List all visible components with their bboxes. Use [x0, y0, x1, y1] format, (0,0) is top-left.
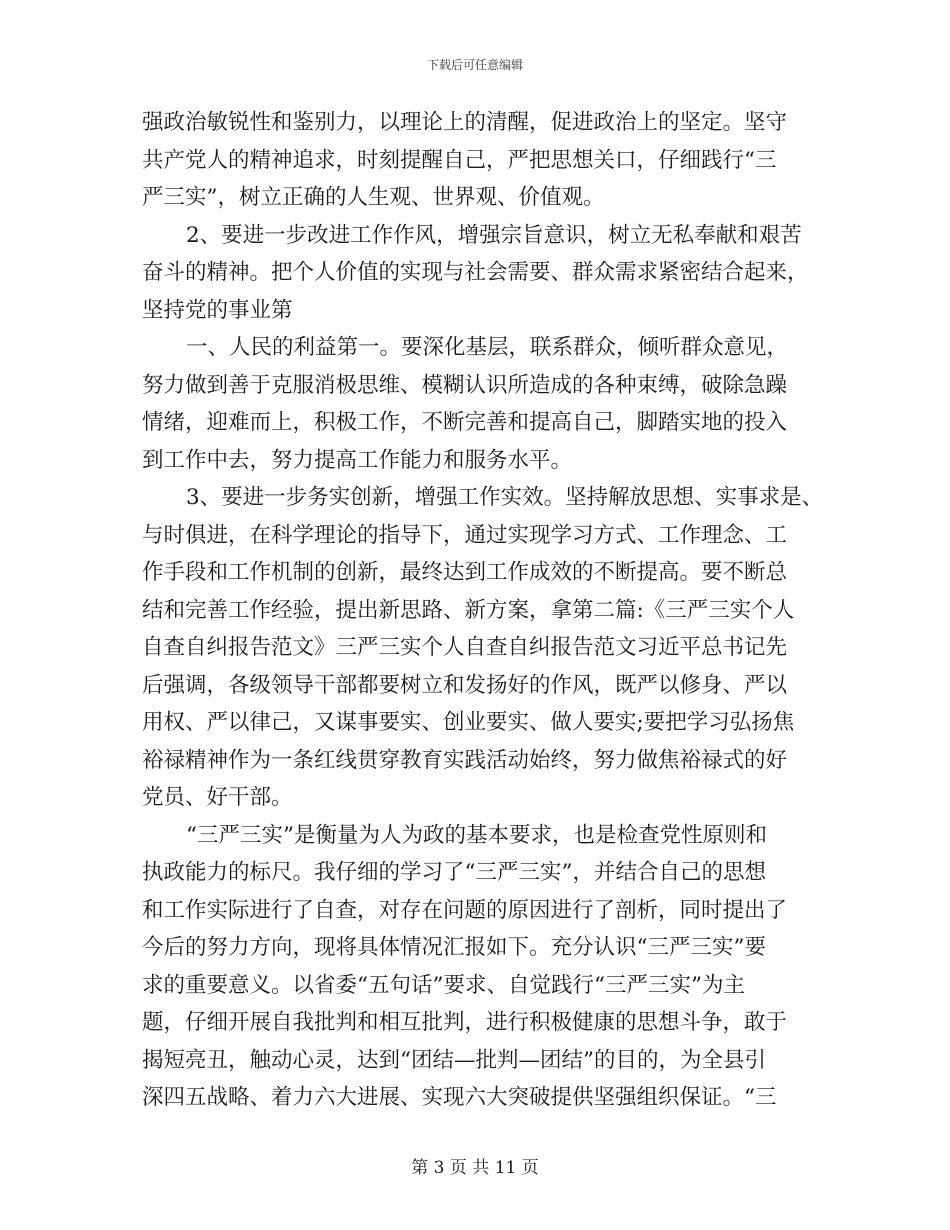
document-body — [142, 104, 824, 1117]
body-line: 深四五战略、着力六大进展、实现六大突破提供坚强组织保证。“三 — [142, 1085, 777, 1110]
body-line: 到工作中去，努力提高工作能力和服务水平。 — [142, 447, 573, 473]
body-line: 执政能力的标尺。我仔细的学习了“三严三实”，并结合自己的思想 — [142, 860, 766, 885]
body-line: 3、要进一步务实创新，增强工作实效。坚持解放思想、实事求是、 — [186, 485, 824, 510]
body-line: 和工作实际进行了自查，对存在问题的原因进行了剖析，同时提出了 — [142, 897, 788, 923]
body-line: 共产党人的精神追求，时刻提醒自己，严把思想关口，仔细践行“三 — [142, 147, 777, 173]
body-line: 用权、严以律己，又谋事要实、创业要实、做人要实;要把学习弘扬焦 — [142, 710, 795, 735]
body-line: 党员、好干部。 — [142, 785, 293, 810]
body-line: 后强调，各级领导干部都要树立和发扬好的作风，既严以修身、严以 — [142, 672, 788, 698]
body-line: “三严三实”是衡量为人为政的基本要求，也是检查党性原则和 — [186, 822, 767, 848]
body-line: 坚持党的事业第 — [142, 297, 293, 323]
body-line: 2、要进一步改进工作作风，增强宗旨意识，树立无私奉献和艰苦 — [186, 222, 802, 248]
header-note: 下载后可任意编辑 — [426, 58, 523, 72]
body-line: 揭短亮丑，触动心灵，达到“团结—批判—团结”的目的，为全县引 — [142, 1047, 766, 1073]
page-number: 第 3 页 共 11 页 — [411, 1158, 539, 1178]
body-line: 求的重要意义。以省委“五句话”要求、自觉践行“三严三实”为主 — [142, 972, 745, 998]
body-line: 情绪，迎难而上，积极工作，不断完善和提高自己，脚踏实地的投入 — [142, 410, 788, 435]
body-line: 一、人民的利益第一。要深化基层，联系群众，倾听群众意见， — [186, 335, 789, 360]
body-line: 结和完善工作经验，提出新思路、新方案，拿第二篇:《三严三实个人 — [142, 597, 795, 623]
body-line: 奋斗的精神。把个人价值的实现与社会需要、群众需求紧密结合起来， — [142, 260, 809, 285]
body-line: 裕禄精神作为一条红线贯穿教育实践活动始终，努力做焦裕禄式的好 — [142, 747, 788, 773]
body-line: 自查自纠报告范文》三严三实个人自查自纠报告范文习近平总书记先 — [142, 635, 788, 660]
body-line: 与时俱进，在科学理论的指导下，通过实现学习方式、工作理念、工 — [142, 522, 788, 548]
body-line: 强政治敏锐性和鉴别力，以理论上的清醒，促进政治上的坚定。坚守 — [142, 110, 788, 135]
body-line: 作手段和工作机制的创新，最终达到工作成效的不断提高。要不断总 — [142, 560, 788, 585]
body-line: 今后的努力方向，现将具体情况汇报如下。充分认识“三严三实”要 — [142, 935, 766, 960]
body-line: 题，仔细开展自我批判和相互批判，进行积极健康的思想斗争，敢于 — [142, 1010, 788, 1035]
body-line: 严三实”，树立正确的人生观、世界观、价值观。 — [142, 185, 605, 210]
body-line: 努力做到善于克服消极思维、模糊认识所造成的各种束缚，破除急躁 — [142, 372, 788, 398]
